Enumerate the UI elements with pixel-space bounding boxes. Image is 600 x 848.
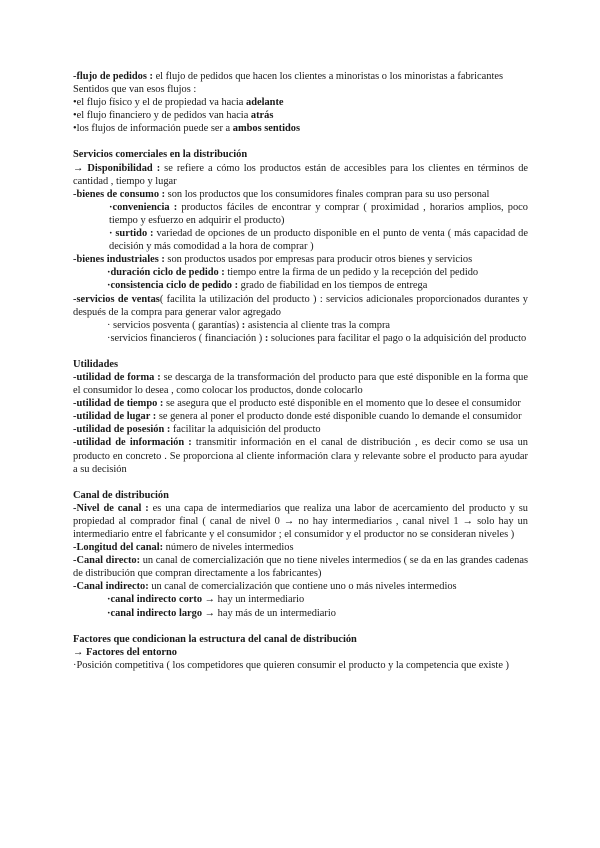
canal-directo-definition: -Canal directo: un canal de comercialización que no tiene niveles intermedios ( se da en las grandes cadenas de distribución que compran directamente a los fabricantes): [73, 555, 528, 580]
bienes-industriales-definition: -bienes industriales : son productos usados por empresas para producir otros bienes y servicios: [73, 254, 473, 266]
section-heading: Factores que condicionan la estructura del canal de distribución: [73, 633, 357, 645]
section-heading: Servicios comerciales en la distribución: [73, 149, 248, 161]
utilidades-section: [73, 358, 528, 476]
servicios-posventa-definition: · servicios posventa ( garantías) : asistencia al cliente tras la compra: [107, 319, 391, 331]
flujo-financiero-line: •el flujo financiero y de pedidos van hacia atrás: [73, 110, 274, 122]
canal-section: [73, 489, 528, 620]
term: -flujo de pedidos :: [73, 71, 153, 82]
conveniencia-definition: ·conveniencia : productos fáciles de encontrar y comprar ( proximidad , horarios amplios, poco tiempo y esfuerzo en adquirir el producto): [109, 201, 528, 226]
surtido-definition: · surtido : variedad de opciones de un producto disponible en el punto de venta ( más capacidad de decisión y más comodidad a la hora de comprar ): [109, 228, 528, 253]
flujo-pedidos-definition: -flujo de pedidos : el flujo de pedidos que hacen los clientes a minoristas o los minoristas a fabricantes: [73, 71, 503, 82]
flujo-informacion-line: •los flujos de información puede ser a ambos sentidos: [73, 123, 301, 135]
nivel-canal-definition: -Nivel de canal : es una capa de intermediarios que realiza una labor de acercamiento del producto y su propiedad al comprador final ( canal de nivel 0 → no hay intermediarios , canal nivel 1 → solo hay un intermediario entre el fabricante y el consumidor ; el consumidor y el productor no se consideran niveles ): [73, 502, 529, 540]
utilidad-tiempo-definition: -utilidad de tiempo : se asegura que el producto esté disponible en el momento que lo desee el consumidor: [73, 398, 521, 410]
section-heading: Canal de distribución: [73, 489, 169, 501]
factores-section: [73, 633, 528, 672]
disponibilidad-definition: → Disponibilidad : se refiere a cómo los productos están de accesibles para los clientes en términos de cantidad , tiempo y lugar: [73, 162, 528, 187]
servicios-financieros-definition: ·servicios financieros ( financiación ) : soluciones para facilitar el pago o la adquisición del producto: [107, 332, 527, 344]
factores-entorno-subheading: → Factores del entorno: [73, 646, 177, 658]
canal-indirecto-corto-definition: ·canal indirecto corto → hay un intermediario: [107, 594, 305, 606]
bienes-consumo-definition: -bienes de consumo : son los productos que los consumidores finales compran para su uso personal: [73, 188, 490, 200]
utilidad-forma-definition: -utilidad de forma : se descarga de la transformación del producto para que esté disponible en la forma que el consumidor lo desea , como colocar los productos, donde colocarlo: [73, 371, 528, 397]
longitud-canal-definition: -Longitud del canal: número de niveles intermedios: [73, 542, 294, 554]
servicios-section: [73, 148, 528, 344]
canal-indirecto-largo-definition: ·canal indirecto largo → hay más de un intermediario: [107, 607, 336, 619]
consistencia-ciclo-definition: ·consistencia ciclo de pedido : grado de fiabilidad en los tiempos de entrega: [107, 280, 428, 292]
flujos-section: [73, 70, 528, 135]
servicios-ventas-definition: -servicios de ventas( facilita la utilización del producto ) : servicios adicionales proporcionados durantes y después de la compra para generar valor agregado: [73, 293, 528, 318]
utilidad-posesion-definition: -utilidad de posesión : facilitar la adquisición del producto: [73, 424, 321, 436]
utilidad-informacion-definition: -utilidad de información : transmitir información en el canal de distribución , es decir como se usa un producto en concreto . Se proporciona al cliente información clara y relevante sobre el producto para ayudar a su decisión: [73, 437, 528, 475]
flujo-fisico-line: •el flujo físico y el de propiedad va hacia adelante: [73, 97, 284, 109]
utilidad-lugar-definition: -utilidad de lugar : se genera al poner el producto donde esté disponible cuando lo demande el consumidor: [73, 411, 522, 423]
sentidos-line: Sentidos que van esos flujos :: [73, 84, 197, 96]
posicion-competitiva-line: ·Posición competitiva ( los competidores que quieren consumir el producto y la competencia que existe ): [73, 659, 509, 671]
canal-indirecto-definition: -Canal indirecto: un canal de comercialización que contiene uno o más niveles intermedios: [73, 581, 457, 593]
duracion-ciclo-definition: ·duración ciclo de pedido : tiempo entre la firma de un pedido y la recepción del pedido: [107, 267, 479, 279]
section-heading: Utilidades: [73, 358, 119, 370]
